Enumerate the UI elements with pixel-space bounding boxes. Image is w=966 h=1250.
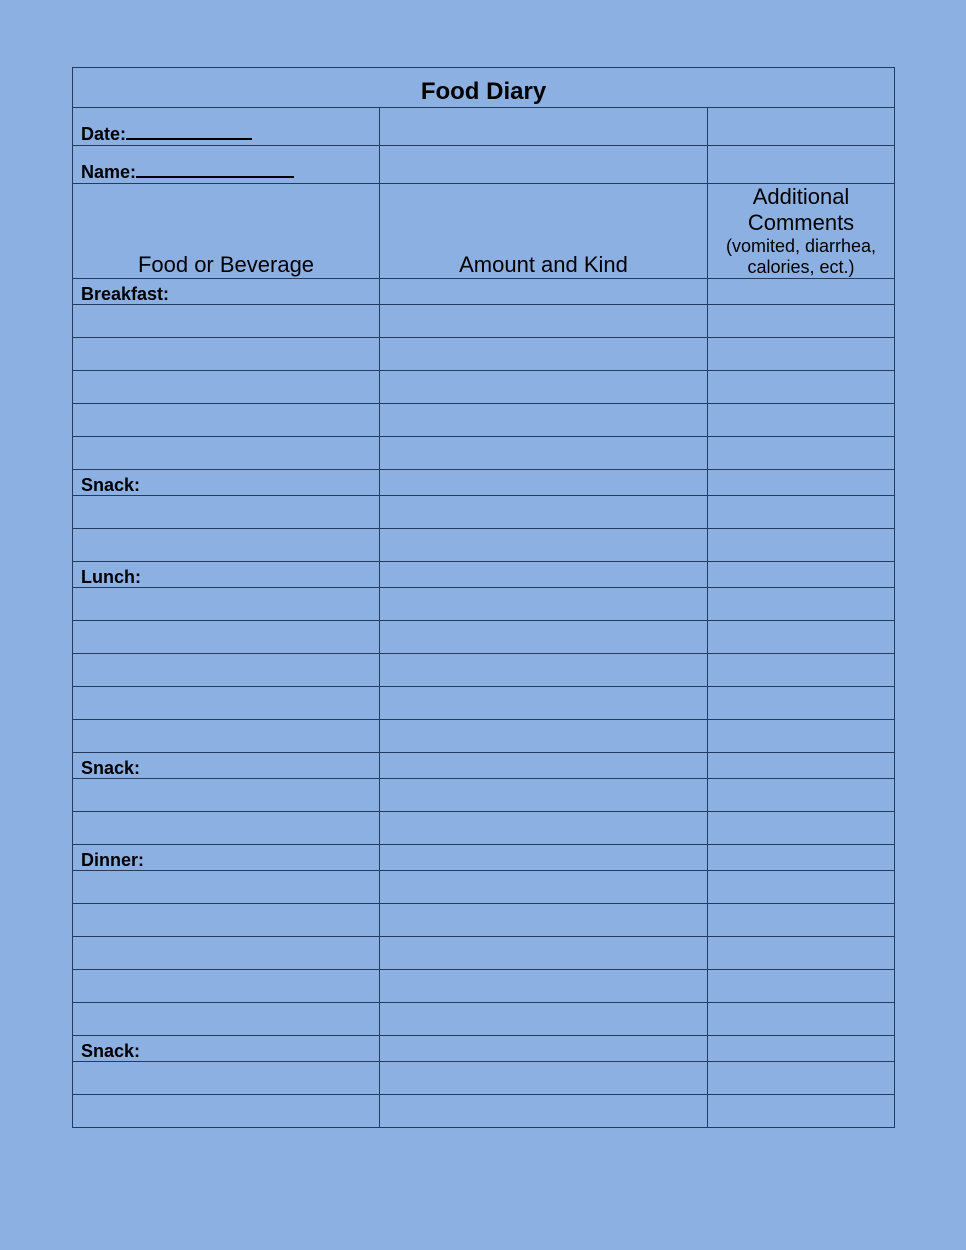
entry-cell[interactable] (708, 529, 895, 562)
entry-cell[interactable] (73, 437, 380, 470)
entry-cell[interactable] (380, 654, 708, 687)
entry-cell[interactable] (380, 437, 708, 470)
table-row (73, 404, 895, 437)
entry-cell[interactable] (380, 904, 708, 937)
entry-cell[interactable] (708, 338, 895, 371)
entry-cell[interactable] (73, 937, 380, 970)
table-row (73, 338, 895, 371)
date-label: Date: (81, 124, 127, 144)
meta-cell[interactable] (708, 146, 895, 184)
table-row (73, 437, 895, 470)
page-title: Food Diary (73, 68, 895, 108)
entry-cell[interactable] (708, 753, 895, 779)
entry-cell[interactable] (73, 871, 380, 904)
table-row (73, 654, 895, 687)
entry-cell[interactable] (380, 812, 708, 845)
entry-cell[interactable] (380, 753, 708, 779)
entry-cell[interactable] (380, 687, 708, 720)
entry-cell[interactable] (708, 470, 895, 496)
entry-cell[interactable] (708, 845, 895, 871)
section-label-breakfast: Breakfast: (73, 279, 380, 305)
meta-cell[interactable] (708, 108, 895, 146)
entry-cell[interactable] (73, 371, 380, 404)
entry-cell[interactable] (380, 371, 708, 404)
entry-cell[interactable] (73, 529, 380, 562)
table-row (73, 904, 895, 937)
entry-cell[interactable] (708, 437, 895, 470)
entry-cell[interactable] (73, 654, 380, 687)
entry-cell[interactable] (708, 812, 895, 845)
entry-cell[interactable] (73, 970, 380, 1003)
table-row (73, 871, 895, 904)
entry-cell[interactable] (708, 720, 895, 753)
table-row (73, 812, 895, 845)
entry-cell[interactable] (708, 904, 895, 937)
entry-cell[interactable] (380, 845, 708, 871)
entry-cell[interactable] (73, 1095, 380, 1128)
entry-cell[interactable] (708, 1095, 895, 1128)
entry-cell[interactable] (73, 338, 380, 371)
entry-cell[interactable] (380, 588, 708, 621)
entry-cell[interactable] (73, 305, 380, 338)
entry-cell[interactable] (708, 654, 895, 687)
entry-cell[interactable] (73, 779, 380, 812)
entry-cell[interactable] (380, 1095, 708, 1128)
entry-cell[interactable] (380, 970, 708, 1003)
entry-cell[interactable] (708, 687, 895, 720)
entry-cell[interactable] (708, 871, 895, 904)
table-row (73, 1062, 895, 1095)
food-diary-sheet (72, 67, 894, 1128)
entry-cell[interactable] (73, 1062, 380, 1095)
entry-cell[interactable] (73, 687, 380, 720)
entry-cell[interactable] (708, 371, 895, 404)
table-row (73, 371, 895, 404)
food-diary-table (72, 67, 895, 1128)
table-row (73, 970, 895, 1003)
table-row (73, 937, 895, 970)
entry-cell[interactable] (380, 1036, 708, 1062)
table-row (73, 720, 895, 753)
entry-cell[interactable] (708, 779, 895, 812)
entry-cell[interactable] (73, 621, 380, 654)
entry-cell[interactable] (708, 970, 895, 1003)
entry-cell[interactable] (708, 937, 895, 970)
table-row (73, 529, 895, 562)
entry-cell[interactable] (73, 720, 380, 753)
entry-cell[interactable] (73, 904, 380, 937)
entry-cell[interactable] (380, 470, 708, 496)
column-header-comments: Additional Comments (vomited, diarrhea, calories, ect.) (708, 184, 895, 279)
table-row (73, 496, 895, 529)
entry-cell[interactable] (73, 1003, 380, 1036)
table-row (73, 1095, 895, 1128)
section-label-dinner: Dinner: (73, 845, 380, 871)
table-row (73, 687, 895, 720)
entry-cell[interactable] (708, 279, 895, 305)
entry-cell[interactable] (73, 496, 380, 529)
table-row (73, 588, 895, 621)
entry-cell[interactable] (73, 404, 380, 437)
entry-cell[interactable] (380, 562, 708, 588)
section-label-snack: Snack: (73, 1036, 380, 1062)
meta-cell[interactable] (380, 146, 708, 184)
name-field[interactable] (73, 146, 380, 184)
entry-cell[interactable] (708, 562, 895, 588)
meta-cell[interactable] (380, 108, 708, 146)
entry-cell[interactable] (380, 279, 708, 305)
table-row (73, 779, 895, 812)
entry-cell[interactable] (708, 305, 895, 338)
entry-cell[interactable] (708, 496, 895, 529)
entry-cell[interactable] (708, 621, 895, 654)
section-label-snack: Snack: (73, 753, 380, 779)
entry-cell[interactable] (380, 1062, 708, 1095)
entry-cell[interactable] (73, 812, 380, 845)
entry-cell[interactable] (380, 871, 708, 904)
entry-cell[interactable] (380, 496, 708, 529)
name-blank-line[interactable] (136, 162, 294, 178)
entry-cell[interactable] (380, 720, 708, 753)
section-label-lunch: Lunch: (73, 562, 380, 588)
section-label-snack: Snack: (73, 470, 380, 496)
table-row (73, 621, 895, 654)
entry-cell[interactable] (708, 404, 895, 437)
entry-cell[interactable] (708, 1003, 895, 1036)
entry-cell[interactable] (380, 937, 708, 970)
entry-cell[interactable] (380, 621, 708, 654)
date-blank-line[interactable] (126, 124, 252, 140)
table-row (73, 1003, 895, 1036)
entry-cell[interactable] (708, 1036, 895, 1062)
entry-cell[interactable] (708, 588, 895, 621)
entry-cell[interactable] (380, 779, 708, 812)
entry-cell[interactable] (380, 305, 708, 338)
date-field[interactable] (73, 108, 380, 146)
entry-cell[interactable] (380, 338, 708, 371)
column-header-food: Food or Beverage (73, 184, 380, 279)
table-row (73, 305, 895, 338)
entry-cell[interactable] (380, 529, 708, 562)
column-header-amount: Amount and Kind (380, 184, 708, 279)
entry-cell[interactable] (708, 1062, 895, 1095)
entry-cell[interactable] (73, 588, 380, 621)
name-label: Name: (81, 162, 137, 182)
entry-cell[interactable] (380, 1003, 708, 1036)
entry-cell[interactable] (380, 404, 708, 437)
